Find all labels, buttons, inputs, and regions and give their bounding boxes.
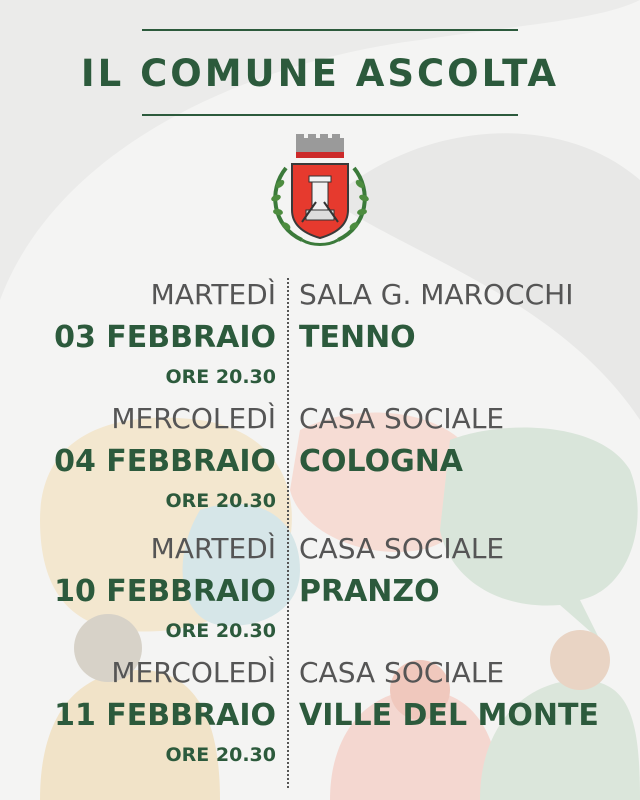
event-weekday: MARTEDÌ (150, 532, 276, 565)
event-weekday: MERCOLEDÌ (111, 402, 276, 435)
event-time: ORE 20.30 (165, 620, 276, 642)
municipal-coat-of-arms-icon (262, 130, 378, 250)
event-place: TENNO (299, 320, 416, 355)
event-weekday: MERCOLEDÌ (111, 656, 276, 689)
event-date: 10 FEBBRAIO (54, 574, 276, 609)
event-venue: CASA SOCIALE (299, 402, 505, 435)
event-date: 11 FEBBRAIO (54, 698, 276, 733)
page-title: IL COMUNE ASCOLTA (80, 52, 560, 95)
event-place: PRANZO (299, 574, 440, 609)
event-date: 03 FEBBRAIO (54, 320, 276, 355)
column-divider (287, 278, 289, 788)
event-time: ORE 20.30 (165, 366, 276, 388)
event-venue: SALA G. MAROCCHI (299, 278, 574, 311)
header-bottom-rule (142, 114, 518, 116)
event-place: VILLE DEL MONTE (299, 698, 599, 733)
event-date: 04 FEBBRAIO (54, 444, 276, 479)
event-venue: CASA SOCIALE (299, 532, 505, 565)
event-venue: CASA SOCIALE (299, 656, 505, 689)
event-time: ORE 20.30 (165, 744, 276, 766)
header-top-rule (142, 29, 518, 31)
event-place: COLOGNA (299, 444, 464, 479)
event-time: ORE 20.30 (165, 490, 276, 512)
event-weekday: MARTEDÌ (150, 278, 276, 311)
